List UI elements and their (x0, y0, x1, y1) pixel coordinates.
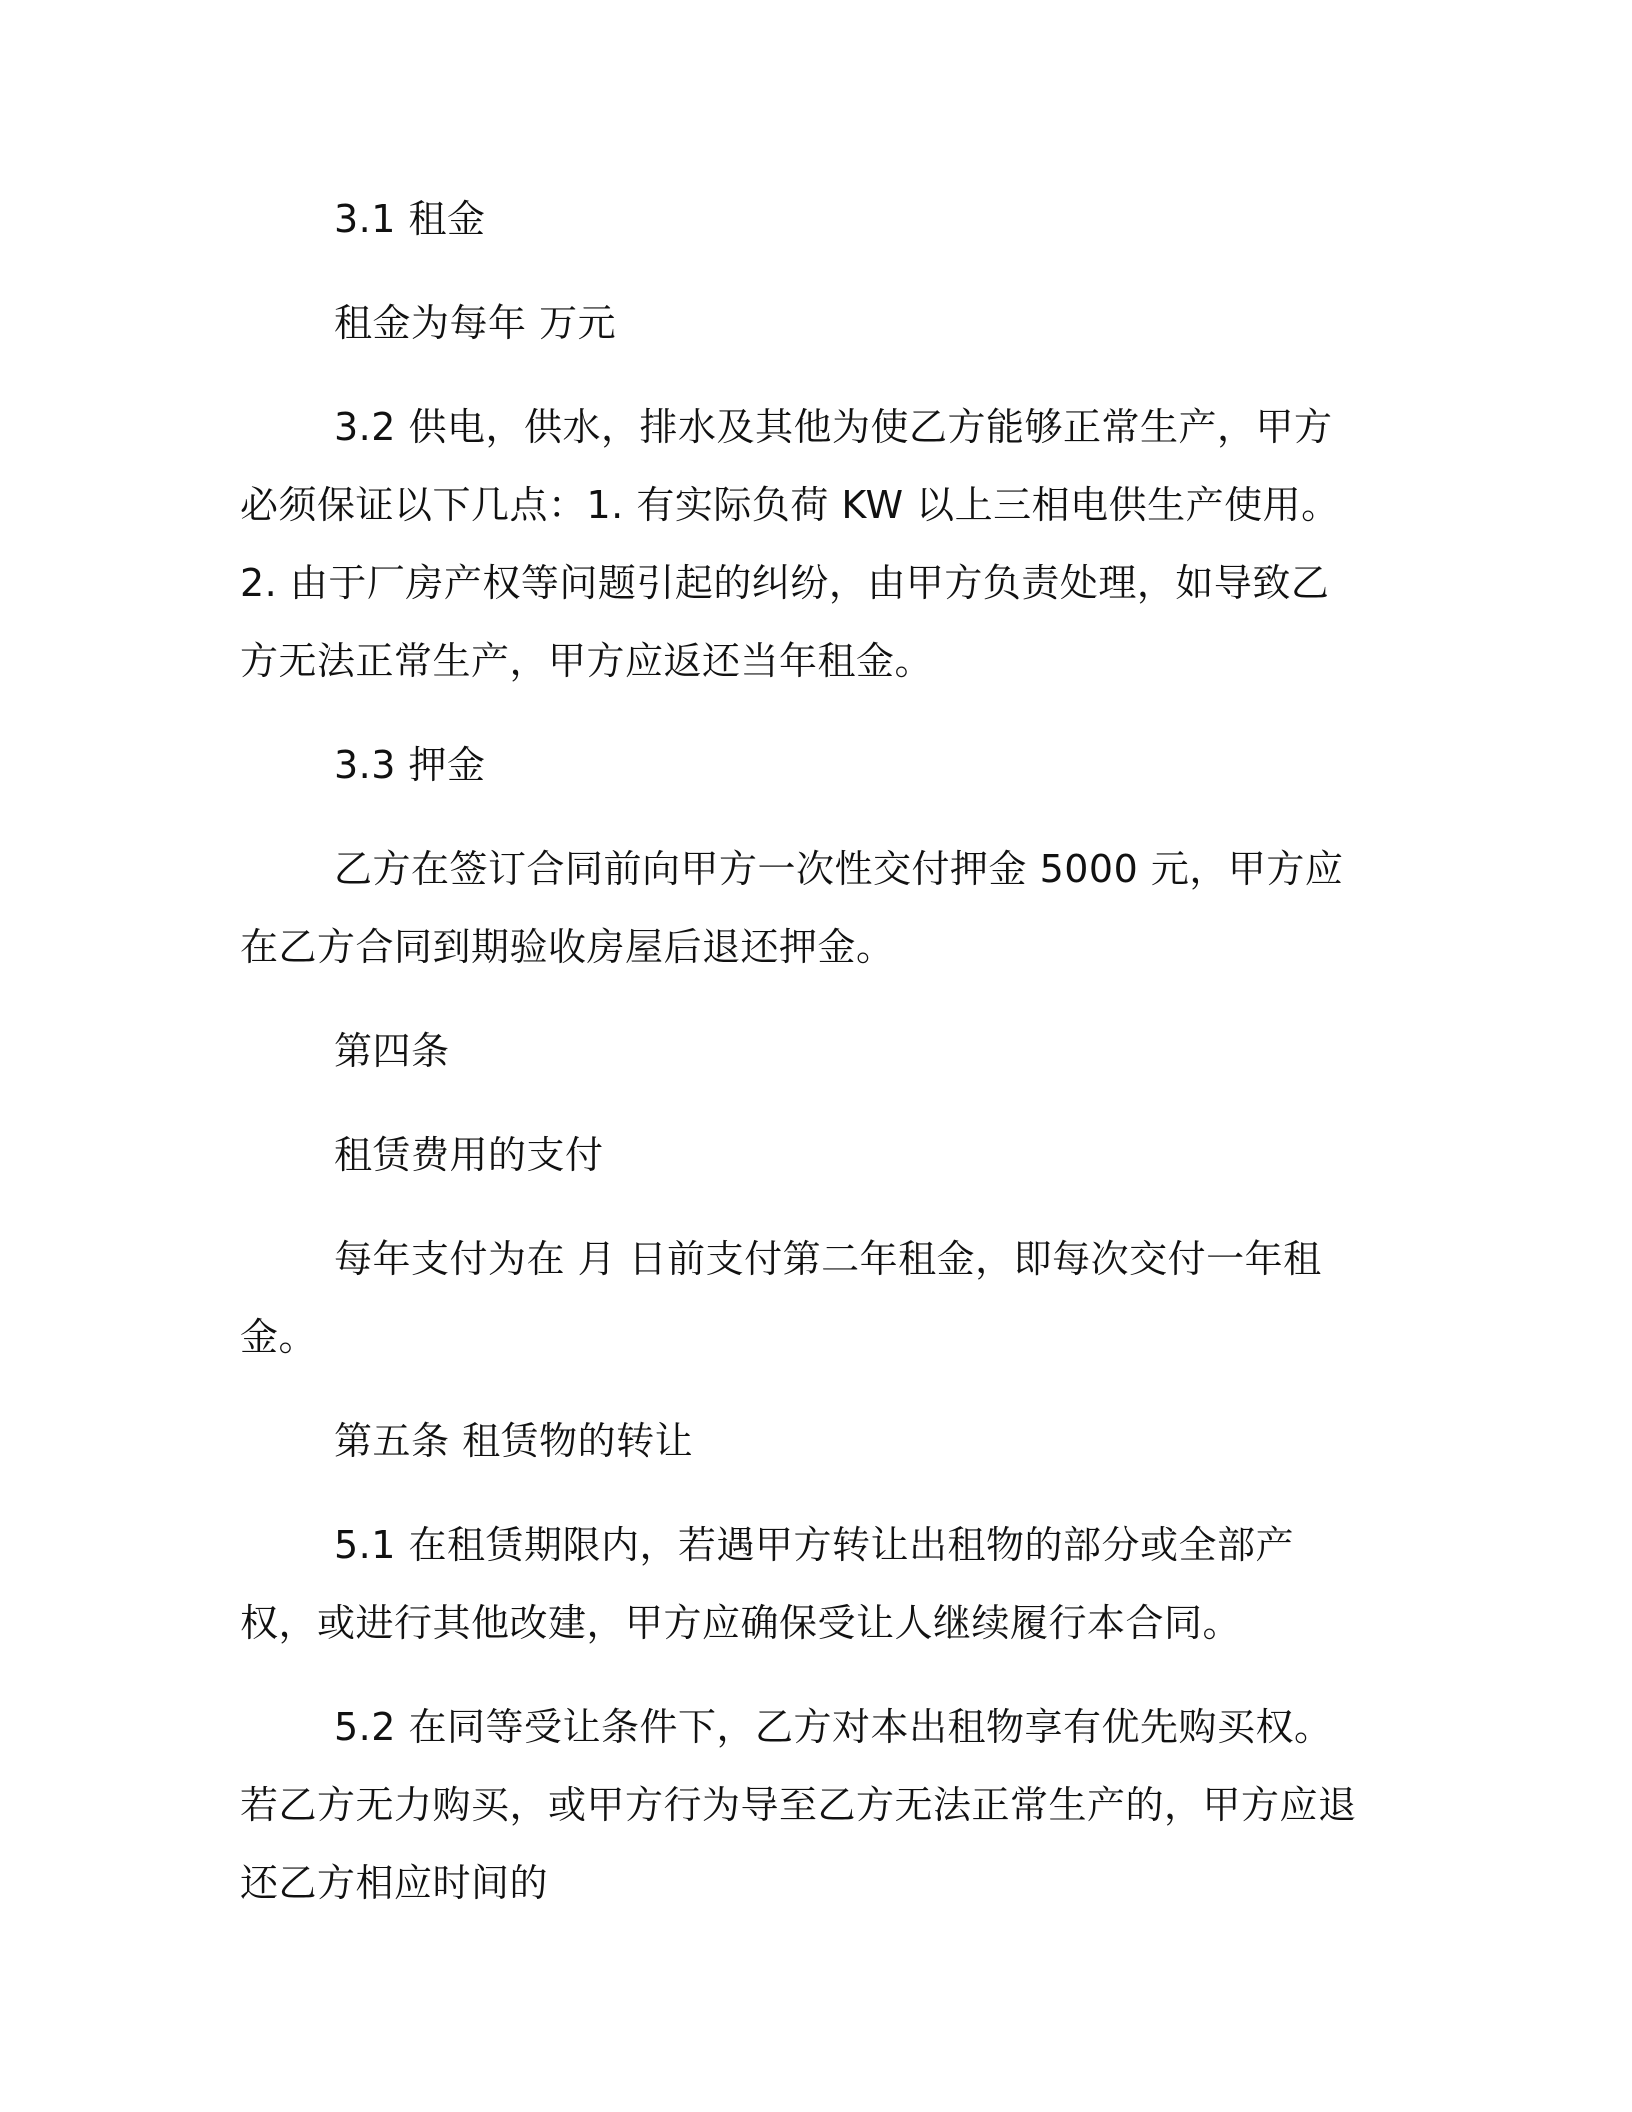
paragraph-payment-heading: 租赁费用的支付 (334, 1133, 604, 1177)
paragraph-gap (240, 1376, 1364, 1402)
paragraph-3-2-utilities: 3.2 供电，供水，排水及其他为使乙方能够正常生产，甲方必须保证以下几点：1. 有实际负荷 KW 以上三相电供生产使用。2. 由于厂房产权等问题引起的纠纷，由甲方负责处理，如导致乙方无法正常生产，甲方应返还当年租金。 (240, 405, 1340, 683)
paragraph-deposit: 乙方在签订合同前向甲方一次性交付押金 5000 元，甲方应在乙方合同到期验收房屋后退还押金。 (240, 847, 1344, 969)
paragraph-gap (240, 258, 1364, 284)
paragraph-gap (240, 1480, 1364, 1506)
paragraph-article-4: 第四条 (334, 1029, 450, 1073)
paragraph-gap (240, 986, 1364, 1012)
paragraph-gap (240, 700, 1364, 726)
paragraph-rent-amount: 租金为每年 万元 (334, 301, 617, 345)
document-body (240, 180, 1364, 1922)
paragraph-gap (240, 362, 1364, 388)
paragraph-payment-terms: 每年支付为在 月 日前支付第二年租金，即每次交付一年租金。 (240, 1237, 1322, 1359)
paragraph-gap (240, 1090, 1364, 1116)
paragraph-5-2: 5.2 在同等受让条件下，乙方对本出租物享有优先购买权。若乙方无力购买，或甲方行为导至乙方无法正常生产的，甲方应退还乙方相应时间的 (240, 1705, 1357, 1905)
paragraph-3-3-heading: 3.3 押金 (334, 743, 486, 787)
paragraph-gap (240, 1194, 1364, 1220)
paragraph-gap (240, 804, 1364, 830)
paragraph-5-1: 5.1 在租赁期限内，若遇甲方转让出租物的部分或全部产权，或进行其他改建，甲方应确保受让人继续履行本合同。 (240, 1523, 1295, 1645)
paragraph-3-1-heading: 3.1 租金 (334, 197, 486, 241)
paragraph-gap (240, 1662, 1364, 1688)
paragraph-article-5: 第五条 租赁物的转让 (334, 1419, 694, 1463)
